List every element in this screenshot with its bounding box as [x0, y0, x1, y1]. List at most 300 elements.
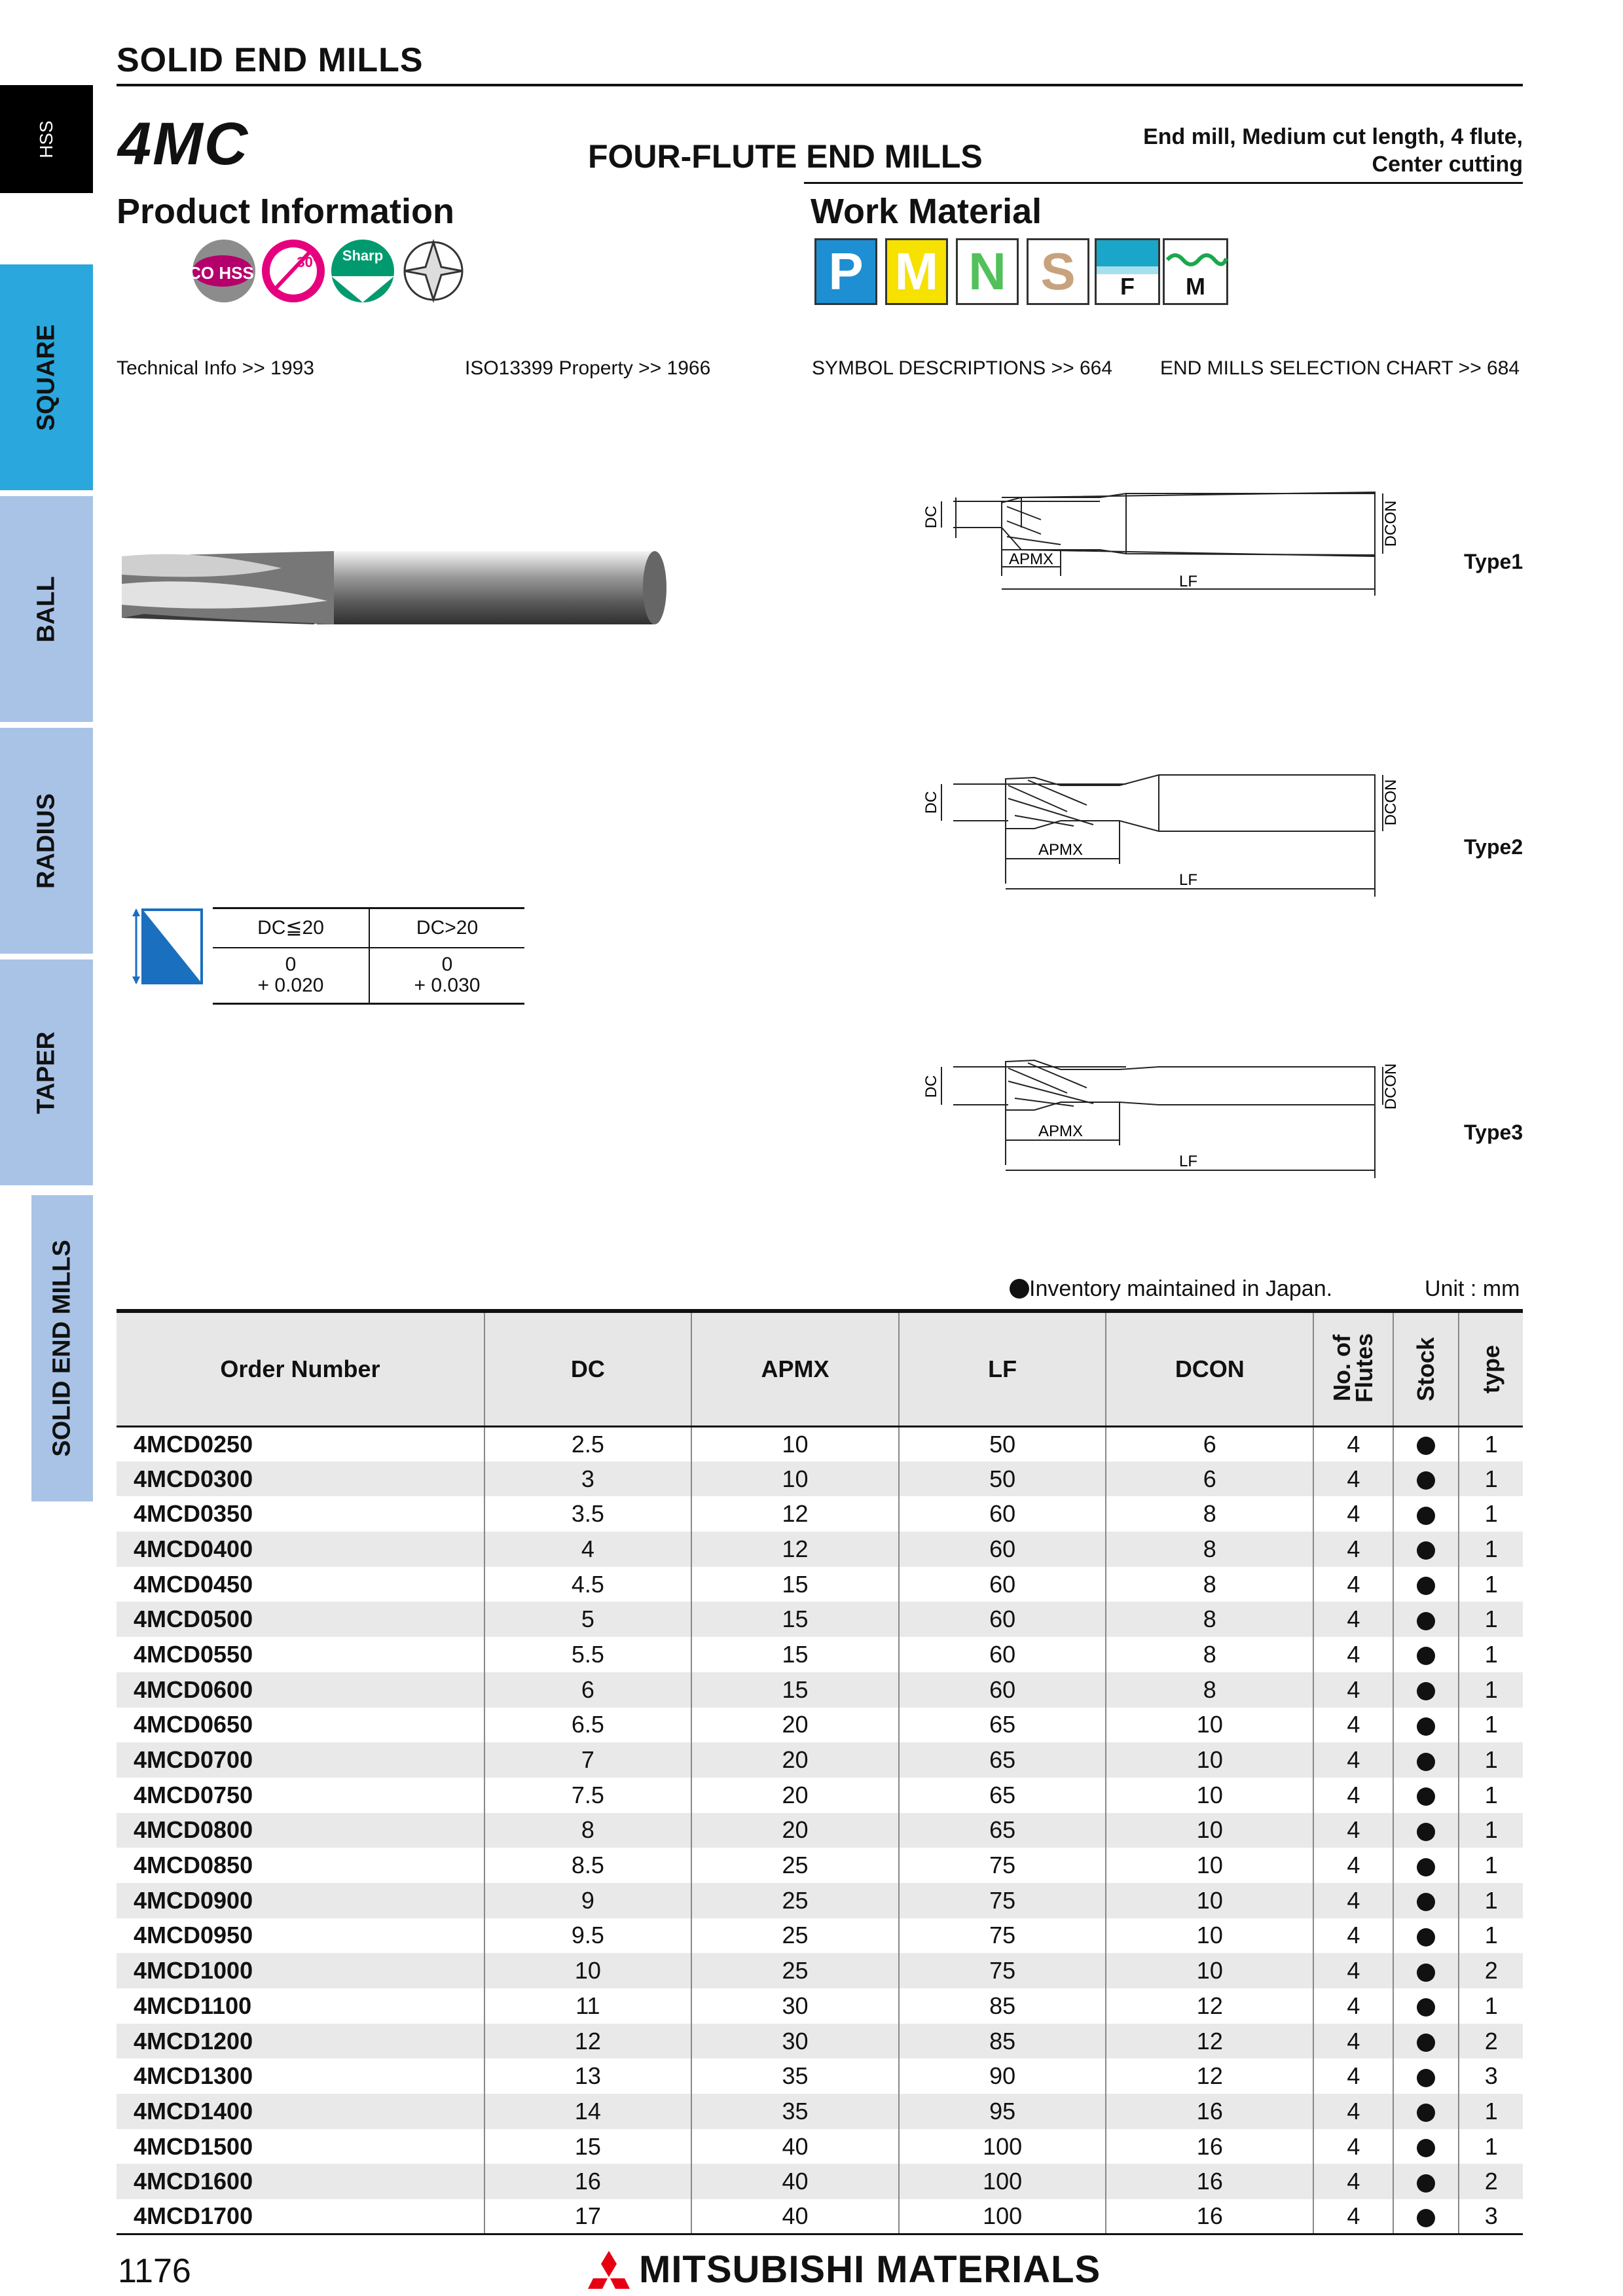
col-lf: LF: [899, 1311, 1106, 1426]
cell-type: 1: [1459, 1462, 1523, 1497]
table-row: [117, 1918, 1523, 1954]
cell-flutes: 4: [1313, 1532, 1393, 1567]
cell-flutes: 4: [1313, 1778, 1393, 1813]
stock-dot-icon: [1417, 1577, 1435, 1595]
cell-dcon: 8: [1106, 1602, 1313, 1637]
cell-order-number: 4MCD0650: [134, 1711, 253, 1738]
cell-order-number: 4MCD0400: [117, 1532, 484, 1567]
cell-dc: 8: [484, 1813, 691, 1848]
table-row: [117, 1567, 1523, 1602]
dim-dcon: DCON: [1382, 1063, 1400, 1110]
cell-dc: 12: [484, 2024, 691, 2059]
cell-stock: [1393, 1532, 1459, 1567]
stock-dot-icon: [1417, 2034, 1435, 2052]
cell-order-number: 4MCD0350: [134, 1500, 253, 1528]
cell-lf: 60: [899, 1496, 1106, 1532]
section-title: SOLID END MILLS: [117, 41, 424, 79]
cell-lf: 100: [899, 2199, 1106, 2234]
stock-dot-icon: [1417, 2174, 1435, 2193]
cell-flutes: 4: [1313, 1918, 1393, 1954]
cell-lf: 50: [899, 1426, 1106, 1462]
cell-order-number: 4MCD0750: [134, 1781, 253, 1808]
cell-type: 1: [1459, 1848, 1523, 1883]
col-dcon: DCON: [1106, 1311, 1313, 1426]
col-type-label: type: [1477, 1344, 1504, 1393]
cell-apmx: 15: [691, 1567, 899, 1602]
table-row: [117, 2129, 1523, 2164]
tolerance-icon: [131, 907, 204, 986]
material-m-icon: M: [885, 238, 948, 305]
four-flute-icon: [405, 242, 462, 300]
stock-dot-icon: [1417, 1717, 1435, 1736]
cell-lf: 50: [899, 1462, 1106, 1497]
cell-dcon: 10: [1106, 1813, 1313, 1848]
product-info-heading: Product Information: [117, 192, 454, 231]
cell-lf: 75: [899, 1848, 1106, 1883]
cell-lf: 60: [899, 1567, 1106, 1602]
cell-dcon: 10: [1106, 1883, 1313, 1918]
cell-apmx: 12: [691, 1496, 899, 1532]
cell-stock: [1393, 2129, 1459, 2164]
cell-dcon: 16: [1106, 2094, 1313, 2129]
cell-apmx: 25: [691, 1953, 899, 1988]
stock-dot-icon: [1417, 1541, 1435, 1560]
cell-dc: 17: [484, 2199, 691, 2234]
cell-apmx: 35: [691, 2058, 899, 2094]
cell-lf: 75: [899, 1953, 1106, 1988]
cell-order-number: 4MCD1200: [117, 2024, 484, 2059]
cell-dc: 3.5: [484, 1496, 691, 1532]
cell-dcon: 8: [1106, 1637, 1313, 1672]
cell-order-number: 4MCD1700: [117, 2199, 484, 2234]
cell-order-number: 4MCD0700: [117, 1742, 484, 1778]
cell-apmx: 10: [691, 1426, 899, 1462]
table-row: [117, 1496, 1523, 1532]
cell-type: 3: [1459, 2058, 1523, 2094]
side-tab-label: RADIUS: [32, 793, 60, 889]
tolerance-upper: 0: [441, 954, 453, 976]
side-tab-label: TAPER: [32, 1031, 60, 1114]
cell-flutes: 4: [1313, 1462, 1393, 1497]
cell-stock: [1393, 2094, 1459, 2129]
dim-dc: DC: [922, 791, 940, 814]
cell-stock: [1393, 1742, 1459, 1778]
cell-stock: [1393, 1708, 1459, 1743]
stock-dot-icon: [1417, 2104, 1435, 2122]
cell-stock: [1393, 2199, 1459, 2234]
material-n-icon: N: [956, 238, 1019, 305]
mitsubishi-logo-icon: [588, 2251, 630, 2289]
cell-apmx: 10: [691, 1462, 899, 1497]
hardness-m-label: M: [1186, 273, 1205, 300]
tolerance-header: DC>20: [369, 908, 524, 948]
hardness-f-band: [1097, 240, 1158, 266]
cell-type: 1: [1459, 1742, 1523, 1778]
cell-stock: [1393, 1918, 1459, 1954]
stock-dot-icon: [1417, 1753, 1435, 1771]
stock-dot-icon: [1417, 1998, 1435, 2017]
description-divider: [804, 182, 1523, 184]
cell-dcon: 10: [1106, 1742, 1313, 1778]
cell-lf: 100: [899, 2129, 1106, 2164]
cell-dcon: 10: [1106, 1953, 1313, 1988]
table-row: [117, 2199, 1523, 2234]
cell-lf: 85: [899, 2024, 1106, 2059]
dim-dc: DC: [922, 1075, 940, 1098]
cell-stock: [1393, 1672, 1459, 1708]
table-row: [117, 2058, 1523, 2094]
cell-order-number: 4MCD1300: [134, 2062, 253, 2090]
cell-dc: 15: [484, 2129, 691, 2164]
hardness-wave-icon: [1165, 240, 1226, 273]
product-description: End mill, Medium cut length, 4 flute, Center cutting: [1143, 124, 1523, 177]
cell-stock: [1393, 2058, 1459, 2094]
cell-flutes: 4: [1313, 1637, 1393, 1672]
cell-flutes: 4: [1313, 2024, 1393, 2059]
side-tab-hss[interactable]: [0, 85, 93, 193]
cell-dcon: 6: [1106, 1426, 1313, 1462]
cell-dcon: 8: [1106, 1532, 1313, 1567]
cell-dc: 3: [484, 1462, 691, 1497]
table-row: [117, 1848, 1523, 1883]
svg-text:Sharp: Sharp: [342, 247, 384, 264]
stock-dot-icon: [1417, 1647, 1435, 1665]
cell-dc: 10: [484, 1953, 691, 1988]
cell-dcon: 16: [1106, 2199, 1313, 2234]
cell-type: 1: [1459, 1637, 1523, 1672]
co-hss-icon: [189, 240, 255, 302]
cell-flutes: 4: [1313, 2129, 1393, 2164]
cell-dcon: 10: [1106, 1778, 1313, 1813]
cell-type: 2: [1459, 2024, 1523, 2059]
cell-lf: 65: [899, 1742, 1106, 1778]
cell-apmx: 40: [691, 2129, 899, 2164]
cell-order-number: 4MCD0800: [117, 1813, 484, 1848]
side-tab-label: BALL: [32, 575, 60, 643]
table-row: [117, 1637, 1523, 1672]
dim-apmx: APMX: [1038, 1122, 1084, 1140]
table-row: [117, 1778, 1523, 1813]
cell-stock: [1393, 1462, 1459, 1497]
table-row: [117, 1426, 1523, 1462]
dim-apmx: APMX: [1008, 550, 1054, 568]
unit-note: Unit : mm: [1425, 1276, 1520, 1301]
cell-type: 1: [1459, 1988, 1523, 2024]
product-info-icons: [190, 237, 471, 309]
dim-lf: LF: [1178, 1153, 1198, 1170]
dim-lf: LF: [1178, 871, 1198, 889]
stock-dot-icon: [1417, 1437, 1435, 1455]
work-material-heading: Work Material: [811, 192, 1042, 231]
cell-flutes: 4: [1313, 1672, 1393, 1708]
cell-flutes: 4: [1313, 1742, 1393, 1778]
sharp-edge-icon: [331, 240, 394, 302]
cell-order-number: 4MCD1100: [134, 1992, 252, 2019]
cell-dc: 7: [484, 1742, 691, 1778]
cell-order-number: 4MCD0250: [134, 1430, 253, 1458]
cell-dcon: 12: [1106, 2024, 1313, 2059]
cell-order-number: 4MCD0950: [134, 1922, 253, 1949]
svg-text:30°: 30°: [297, 254, 319, 270]
cell-apmx: 20: [691, 1813, 899, 1848]
side-tab-label: SQUARE: [32, 324, 60, 431]
cell-stock: [1393, 1953, 1459, 1988]
tolerance-upper: 0: [285, 954, 297, 976]
cell-apmx: 15: [691, 1602, 899, 1637]
drawing-type1-label: Type1: [1464, 550, 1523, 573]
cell-type: 1: [1459, 1778, 1523, 1813]
cell-dc: 5: [484, 1602, 691, 1637]
table-row: [117, 1742, 1523, 1778]
brand-logo: [588, 2248, 1101, 2291]
cell-flutes: 4: [1313, 2199, 1393, 2234]
cell-dcon: 16: [1106, 2164, 1313, 2199]
col-stock: [1393, 1311, 1459, 1426]
ref-iso13399[interactable]: ISO13399 Property >> 1966: [465, 357, 711, 379]
cell-flutes: 4: [1313, 2094, 1393, 2129]
cell-order-number: 4MCD0600: [117, 1672, 484, 1708]
drawing-type2: [922, 766, 1401, 897]
side-tab-ball[interactable]: [0, 496, 93, 722]
side-tab-taper[interactable]: [0, 960, 93, 1185]
material-p-icon: P: [814, 238, 877, 305]
cell-type: 1: [1459, 1496, 1523, 1532]
cell-stock: [1393, 1813, 1459, 1848]
dim-apmx: APMX: [1038, 841, 1084, 859]
hardness-f-label: F: [1120, 273, 1135, 300]
cell-order-number: 4MCD1400: [117, 2094, 484, 2129]
cell-lf: 100: [899, 2164, 1106, 2199]
stock-dot-icon: [1417, 1964, 1435, 1982]
cell-dc: 9: [484, 1883, 691, 1918]
cell-type: 1: [1459, 2129, 1523, 2164]
cell-dcon: 10: [1106, 1918, 1313, 1954]
cell-order-number: 4MCD0450: [134, 1570, 253, 1598]
cell-dcon: 10: [1106, 1848, 1313, 1883]
cell-type: 2: [1459, 2164, 1523, 2199]
cell-flutes: 4: [1313, 2164, 1393, 2199]
cell-flutes: 4: [1313, 1496, 1393, 1532]
table-row: [117, 1813, 1523, 1848]
table-row: [117, 2164, 1523, 2199]
table-row: [117, 2024, 1523, 2059]
cell-type: 2: [1459, 1953, 1523, 1988]
cell-type: 1: [1459, 1532, 1523, 1567]
cell-order-number: 4MCD0900: [117, 1883, 484, 1918]
cell-dcon: 8: [1106, 1496, 1313, 1532]
cell-order-number: 4MCD1000: [117, 1953, 484, 1988]
dim-lf: LF: [1178, 573, 1198, 590]
stock-dot-icon: [1417, 2069, 1435, 2087]
stock-dot-icon: [1417, 1858, 1435, 1876]
table-row: [117, 1672, 1523, 1708]
tolerance-table: [213, 907, 524, 1005]
cell-type: 1: [1459, 1672, 1523, 1708]
cell-stock: [1393, 1602, 1459, 1637]
tolerance-header: DC≦20: [213, 908, 369, 948]
cell-dc: 16: [484, 2164, 691, 2199]
cell-apmx: 40: [691, 2164, 899, 2199]
stock-dot-icon: [1417, 2139, 1435, 2157]
dim-dc: DC: [922, 505, 940, 529]
cell-stock: [1393, 1637, 1459, 1672]
cell-stock: [1393, 2024, 1459, 2059]
cell-lf: 85: [899, 1988, 1106, 2024]
cell-order-number: 4MCD0300: [117, 1462, 484, 1497]
cell-order-number: 4MCD1500: [134, 2132, 253, 2160]
stock-dot-icon: [1417, 1928, 1435, 1946]
cell-flutes: 4: [1313, 1883, 1393, 1918]
cell-dcon: 12: [1106, 2058, 1313, 2094]
cell-dc: 14: [484, 2094, 691, 2129]
stock-dot-icon: [1417, 1471, 1435, 1490]
stock-dot-icon: [1010, 1279, 1029, 1299]
tolerance-cell: [369, 948, 524, 1004]
table-row: [117, 1602, 1523, 1637]
cell-type: 1: [1459, 1708, 1523, 1743]
table-row: [117, 1883, 1523, 1918]
side-tab-label: SOLID END MILLS: [48, 1240, 76, 1457]
drawing-type3-label: Type3: [1464, 1121, 1523, 1144]
cell-order-number: 4MCD0500: [117, 1602, 484, 1637]
cell-lf: 60: [899, 1637, 1106, 1672]
dim-dcon: DCON: [1382, 779, 1400, 826]
cell-lf: 60: [899, 1532, 1106, 1567]
cell-order-number: 4MCD0850: [134, 1852, 253, 1879]
cell-lf: 95: [899, 2094, 1106, 2129]
cell-apmx: 25: [691, 1883, 899, 1918]
cell-apmx: 15: [691, 1637, 899, 1672]
cell-type: 1: [1459, 1567, 1523, 1602]
stock-dot-icon: [1417, 1787, 1435, 1806]
col-dc: DC: [484, 1311, 691, 1426]
col-type: [1459, 1311, 1523, 1426]
cell-type: 1: [1459, 1602, 1523, 1637]
cell-dc: 4: [484, 1532, 691, 1567]
col-flutes-label: No. of Flutes: [1328, 1333, 1378, 1403]
cell-dc: 2.5: [484, 1426, 691, 1462]
cell-flutes: 4: [1313, 1708, 1393, 1743]
tolerance-lower: + 0.020: [257, 975, 324, 997]
cell-flutes: 4: [1313, 1813, 1393, 1848]
cell-dc: 4.5: [484, 1567, 691, 1602]
stock-dot-icon: [1417, 1612, 1435, 1630]
stock-dot-icon: [1417, 1823, 1435, 1841]
cell-dcon: 8: [1106, 1567, 1313, 1602]
cell-dcon: 6: [1106, 1462, 1313, 1497]
stock-dot-icon: [1417, 2209, 1435, 2227]
cell-dc: 7.5: [484, 1778, 691, 1813]
product-subtitle: FOUR-FLUTE END MILLS: [588, 138, 983, 175]
cell-lf: 65: [899, 1708, 1106, 1743]
table-row: [117, 1953, 1523, 1988]
drawing-type2-label: Type2: [1464, 835, 1523, 859]
cell-dcon: 10: [1106, 1708, 1313, 1743]
series-code: 4MC: [118, 111, 249, 177]
cell-lf: 65: [899, 1813, 1106, 1848]
side-tab-solid-end-mills[interactable]: [31, 1195, 93, 1501]
cell-dcon: 12: [1106, 1988, 1313, 2024]
stock-dot-icon: [1417, 1893, 1435, 1911]
cell-lf: 75: [899, 1883, 1106, 1918]
cell-lf: 60: [899, 1602, 1106, 1637]
cell-stock: [1393, 1778, 1459, 1813]
cell-flutes: 4: [1313, 1953, 1393, 1988]
table-row: [117, 1532, 1523, 1567]
cell-apmx: 20: [691, 1708, 899, 1743]
cell-stock: [1393, 2164, 1459, 2199]
ref-selection-chart[interactable]: END MILLS SELECTION CHART >> 684: [1160, 357, 1520, 379]
ref-technical-info[interactable]: Technical Info >> 1993: [117, 357, 314, 379]
cell-apmx: 12: [691, 1532, 899, 1567]
product-table: [117, 1309, 1523, 2235]
tolerance-lower: + 0.030: [414, 975, 481, 997]
side-tab-label: HSS: [36, 120, 56, 158]
cell-type: 1: [1459, 1813, 1523, 1848]
cell-flutes: 4: [1313, 1988, 1393, 2024]
cell-lf: 75: [899, 1918, 1106, 1954]
cell-order-number: 4MCD1600: [117, 2164, 484, 2199]
page-number: 1176: [118, 2252, 191, 2290]
ref-symbol-descriptions[interactable]: SYMBOL DESCRIPTIONS >> 664: [812, 357, 1113, 379]
cell-apmx: 15: [691, 1672, 899, 1708]
cell-apmx: 25: [691, 1918, 899, 1954]
cell-apmx: 30: [691, 1988, 899, 2024]
cell-stock: [1393, 1988, 1459, 2024]
cell-lf: 90: [899, 2058, 1106, 2094]
table-row: [117, 1462, 1523, 1497]
helix-30-icon: [262, 240, 325, 302]
cell-dcon: 16: [1106, 2129, 1313, 2164]
cell-apmx: 35: [691, 2094, 899, 2129]
cell-dc: 11: [484, 1988, 691, 2024]
side-tab-radius[interactable]: [0, 728, 93, 954]
stock-dot-icon: [1417, 1682, 1435, 1700]
cell-apmx: 20: [691, 1778, 899, 1813]
cell-flutes: 4: [1313, 1426, 1393, 1462]
drawing-type3: [922, 1047, 1401, 1178]
brand-name: MITSUBISHI MATERIALS: [639, 2248, 1101, 2291]
cell-flutes: 4: [1313, 1567, 1393, 1602]
material-s-icon: S: [1027, 238, 1089, 305]
cell-stock: [1393, 1848, 1459, 1883]
cell-dc: 6: [484, 1672, 691, 1708]
cell-flutes: 4: [1313, 1602, 1393, 1637]
cell-dc: 13: [484, 2058, 691, 2094]
cell-dc: 5.5: [484, 1637, 691, 1672]
svg-text:CO HSS: CO HSS: [189, 263, 254, 283]
cell-stock: [1393, 1496, 1459, 1532]
side-tab-square[interactable]: [0, 264, 93, 490]
table-row: [117, 1988, 1523, 2024]
cell-apmx: 20: [691, 1742, 899, 1778]
dim-dcon: DCON: [1382, 500, 1400, 547]
col-apmx: APMX: [691, 1311, 899, 1426]
table-row: [117, 1708, 1523, 1743]
cell-dc: 9.5: [484, 1918, 691, 1954]
hardness-f-icon: [1095, 238, 1160, 305]
cell-stock: [1393, 1883, 1459, 1918]
cell-flutes: 4: [1313, 2058, 1393, 2094]
hardness-m-icon: [1163, 238, 1228, 305]
cell-lf: 65: [899, 1778, 1106, 1813]
cell-stock: [1393, 1567, 1459, 1602]
header-divider: [117, 84, 1523, 86]
cell-dc: 6.5: [484, 1708, 691, 1743]
cell-type: 1: [1459, 1426, 1523, 1462]
cell-type: 1: [1459, 2094, 1523, 2129]
inventory-note-text: Inventory maintained in Japan.: [1029, 1276, 1333, 1301]
